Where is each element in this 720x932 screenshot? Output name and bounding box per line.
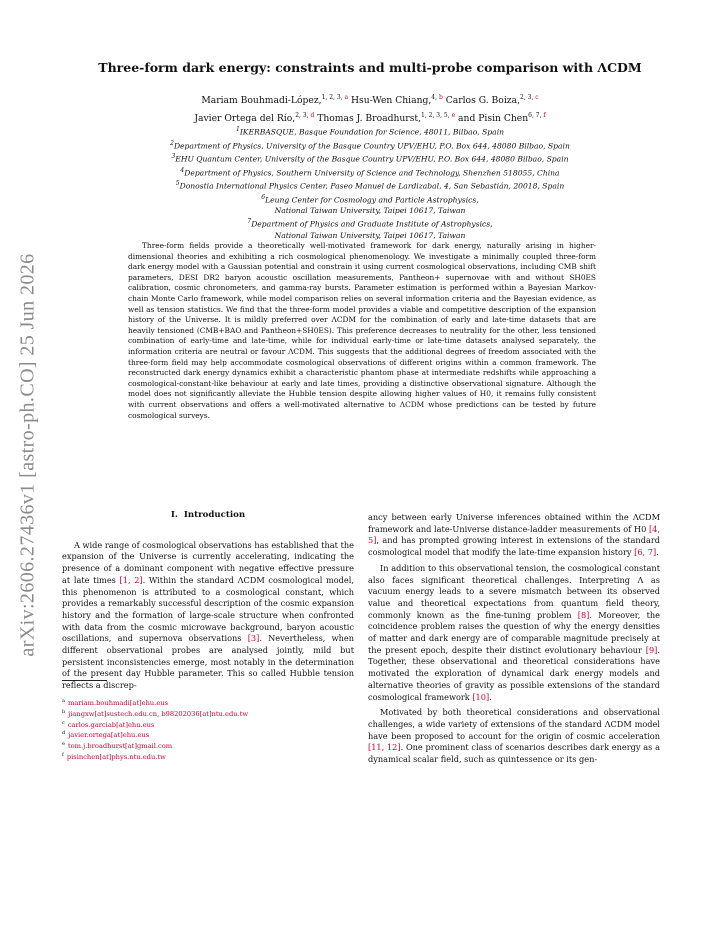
author xyxy=(317,113,455,124)
citation-link[interactable]: [1, 2] xyxy=(119,574,143,585)
section-title: Introduction xyxy=(183,510,246,520)
author-name: Carlos G. Boiza, xyxy=(445,95,521,107)
body-paragraph xyxy=(62,540,354,692)
affiliation-mark: 4 xyxy=(180,166,185,174)
affiliation-mark: 6 xyxy=(261,193,266,201)
affiliation-list xyxy=(60,124,680,241)
citation-link[interactable]: [11, 12] xyxy=(368,742,401,753)
right-column xyxy=(368,512,660,770)
author-affil-marks xyxy=(431,94,442,101)
author-affil-marks xyxy=(520,94,539,101)
author-list xyxy=(60,90,680,126)
footnote xyxy=(62,697,248,708)
affiliation-text: Leung Center for Cosmology and Particle Astrophysics, xyxy=(265,195,479,205)
affil-marks: 6, 7, xyxy=(528,112,544,120)
arxiv-id-text: arXiv:2606.27436v1 [astro-ph.CO] 25 Jun 2026 xyxy=(16,253,39,657)
footnote-email-link[interactable]: jiangxw[at]sustech.edu.cn, b98202036[at]ntu.edu.tw xyxy=(68,710,249,719)
arxiv-identifier-stamp xyxy=(8,230,48,680)
citation-link[interactable]: [9] xyxy=(645,644,658,655)
footnote xyxy=(62,729,248,740)
text-run: A wide range of cosmological observations has established that the expansion of the Universe is currently accelerating, indicating the presence of a dominant component with negative effective pressure at late times xyxy=(62,539,354,585)
affiliation-text: EHU Quantum Center, University of the Basque Country UPV/EHU, P.O. Box 644, 48080 Bilbao, Spain xyxy=(175,154,569,164)
affiliation-line xyxy=(60,165,680,179)
affiliation-mark: 5 xyxy=(175,180,180,188)
body-paragraph xyxy=(368,707,660,766)
text-run: . xyxy=(489,691,492,702)
affil-marks: 2, 3, xyxy=(520,94,536,101)
affiliation-text: Donostia International Physics Center, Paseo Manuel de Lardizabal, 4, San Sebastián, 20018, Spain xyxy=(179,181,565,191)
affiliation-line xyxy=(60,205,680,216)
author-line-1 xyxy=(60,90,680,108)
affiliation-line xyxy=(60,230,680,241)
affiliation-line xyxy=(60,124,680,138)
affiliation-line xyxy=(60,192,680,206)
right-column-body xyxy=(368,512,660,766)
footnotes xyxy=(62,697,248,762)
text-run: . Together, these observational and theoretical considerations have motivated the exploration of dynamical dark energy models and alternative theories of gravity as possible extensions of the standard cosmological framework xyxy=(368,644,660,702)
section-number: I. xyxy=(170,510,178,520)
affiliation-mark: 1 xyxy=(235,126,240,133)
author xyxy=(351,95,443,106)
author-name: Mariam Bouhmadi-López, xyxy=(201,95,322,107)
affil-marks: 1, 2, 3, xyxy=(321,94,345,101)
author-affil-marks xyxy=(322,94,348,101)
affiliation-text: Department of Physics, University of the Basque Country UPV/EHU, P.O. Box 644, 48080 Bilbao, Spain xyxy=(173,141,570,151)
footnote-mark: e xyxy=(62,741,65,748)
author xyxy=(458,113,546,124)
footnote-email-link[interactable]: mariam.bouhmadi[at]ehu.eus xyxy=(67,699,169,708)
citation-link[interactable]: [10] xyxy=(472,691,490,702)
affil-marks: 4, xyxy=(431,94,439,101)
footnote-email-link[interactable]: carlos.garciab[at]ehu.eus xyxy=(67,720,155,729)
author xyxy=(201,95,348,106)
author xyxy=(446,95,539,106)
email-note-link[interactable]: b xyxy=(438,94,443,101)
text-run: . One prominent class of scenarios describes dark energy as a dynamical scalar field, such as quintessence or its gen- xyxy=(368,742,661,765)
affiliation-line xyxy=(60,178,680,192)
text-run: . xyxy=(656,547,659,558)
paper-title: Three-form dark energy: constraints and multi-probe comparison with ΛCDM xyxy=(98,60,642,75)
footnote-email-link[interactable]: pisinchen[at]phys.ntu.edu.tw xyxy=(66,753,166,762)
citation-link[interactable]: [3] xyxy=(247,633,260,644)
footnote-mark: f xyxy=(62,752,64,759)
footnote xyxy=(62,719,248,730)
footnote-mark: b xyxy=(62,708,66,715)
affil-marks: 2, 3, xyxy=(295,112,311,120)
footnote-mark: a xyxy=(62,698,65,704)
affiliation-text: National Taiwan University, Taipei 10617, Taiwan xyxy=(274,206,466,216)
affiliation-mark: 3 xyxy=(171,153,176,161)
affiliation-text: IKERBASQUE, Basque Foundation for Science, 48011, Bilbao, Spain xyxy=(239,127,505,137)
author-affil-marks xyxy=(421,112,455,119)
footnote-mark: d xyxy=(62,730,66,737)
footnote xyxy=(62,740,248,751)
affiliation-line xyxy=(60,151,680,165)
left-column xyxy=(62,510,354,696)
author-name: Javier Ortega del Río, xyxy=(194,113,296,125)
email-note-link[interactable]: e xyxy=(451,112,456,120)
affiliation-text: National Taiwan University, Taipei 10617, Taiwan xyxy=(274,230,466,240)
email-note-link[interactable]: f xyxy=(543,112,546,120)
affil-marks: 1, 2, 3, 5, xyxy=(421,112,452,120)
affiliation-line xyxy=(60,138,680,152)
text-run: In addition to this observational tension, the cosmological constant also faces significant theoretical challenges. Interpreting Λ as vacuum energy leads to a severe mismatch between its observed value and theoretical expectations from quantum field theory, commonly known as the fine-tuning problem xyxy=(368,562,660,620)
affiliation-mark: 7 xyxy=(247,218,252,226)
affiliation-mark: 2 xyxy=(170,139,174,147)
left-column-body xyxy=(62,540,354,692)
section-heading xyxy=(62,510,354,522)
affiliation-text: Department of Physics, Southern University of Science and Technology, Shenzhen 518055, China xyxy=(184,168,560,178)
citation-link[interactable]: [8] xyxy=(577,609,590,620)
text-run: ancy between early Universe inferences obtained within the ΛCDM framework and late-Universe distance-ladder measurements of H0 xyxy=(368,512,660,534)
footnote-rule xyxy=(62,680,107,681)
author-affil-marks xyxy=(528,112,546,119)
abstract: Three-form fields provide a theoretically well-motivated framework for dark energy, naturally arising in higher-dimensional theories and exhibiting a rich cosmological phenomenology. We investigate a minimally coupled three-form dark energy model with a Gaussian potential and constrain it using current cosmological observations, including CMB shift parameters, DESI DR2 baryon acoustic oscillation measurements, Pantheon+ supernovae with and without SH0ES calibration, cosmic chronometers, and gamma-ray bursts. Parameter estimation is performed within a Bayesian Markov-chain Monte Carlo framework, while model comparison relies on several information criteria and the Bayesian evidence, as well as tension statistics. We find that the three-form model provides a viable and competitive description of the expansion history of the Universe. It is mildly preferred over ΛCDM for the combination of early and late-time datasets that are heavily tensioned (CMB+BAO and Pantheon+SH0ES). This preference decreases to neutrality for the other, less tensioned combination of early-time and late-time, while for individual early-time or late-time datasets analysed separately, the information criteria are neutral or favour ΛCDM. This suggests that the additional degrees of freedom associated with the three-form field may help accommodate cosmological observations of different origins within a common framework. The reconstructed dark energy dynamics exhibit a characteristic phantom phase at intermediate redshifts while approaching a cosmological-constant-like behaviour at early and late times, providing a distinctive observational signature. Although the model does not significantly alleviate the Hubble tension despite allowing higher values of H0, it remains fully consistent with current observations and offers a well-motivated alternative to ΛCDM whose predictions can be tested by future cosmological surveys. xyxy=(128,241,596,420)
citation-link[interactable]: [6, 7] xyxy=(634,547,657,558)
footnote-mark: c xyxy=(62,719,65,726)
email-note-link[interactable]: a xyxy=(344,94,349,101)
footnote xyxy=(62,751,248,762)
author-name: and Pisin Chen xyxy=(458,113,529,125)
author-name: Hsu-Wen Chiang, xyxy=(351,95,432,107)
footnote-email-link[interactable]: javier.ortega[at]ehu.eus xyxy=(68,731,150,740)
footnote-email-link[interactable]: tom.j.broadhurst[at]gmail.com xyxy=(67,742,173,751)
body-paragraph xyxy=(368,563,660,703)
text-run: Motivated by both theoretical considerations and observational challenges, a wide variety of extensions of the standard ΛCDM model have been proposed to account for the origin of cosmic acceleration xyxy=(368,707,660,741)
author-affil-marks xyxy=(295,112,314,119)
affiliation-line xyxy=(60,216,680,230)
footnote xyxy=(62,708,248,719)
citation-link[interactable]: [4, 5] xyxy=(368,523,660,546)
author-name: Thomas J. Broadhurst, xyxy=(317,113,422,125)
text-run: . Moreover, the coincidence problem raises the question of why the energy densities of matter and dark energy are of comparable magnitude precisely at the present epoch, despite their distinct evolutionary behaviour xyxy=(368,609,660,655)
affiliation-text: Department of Physics and Graduate Institute of Astrophysics, xyxy=(251,219,493,229)
text-run: , and has prompted growing interest in extensions of the standard cosmological model that modify the late-time expansion history xyxy=(368,535,660,558)
text-run: . Nevertheless, when different observational probes are analysed jointly, mild but persistent inconsistencies emerge, most notably in the determination of the present day Hubble parameter. This so called Hubble tension reflects a discrep- xyxy=(62,633,355,691)
email-note-link[interactable]: d xyxy=(310,112,315,120)
email-note-link[interactable]: c xyxy=(535,94,539,101)
text-run: . Within the standard ΛCDM cosmological model, this phenomenon is attributed to a cosmological constant, which provides a remarkably successful description of the cosmic expansion history and the formation of large-scale structure when confronted with data from the cosmic microwave background, baryon acoustic oscillations, and supernova observations xyxy=(62,574,354,644)
author xyxy=(194,113,314,124)
body-paragraph xyxy=(368,512,660,559)
